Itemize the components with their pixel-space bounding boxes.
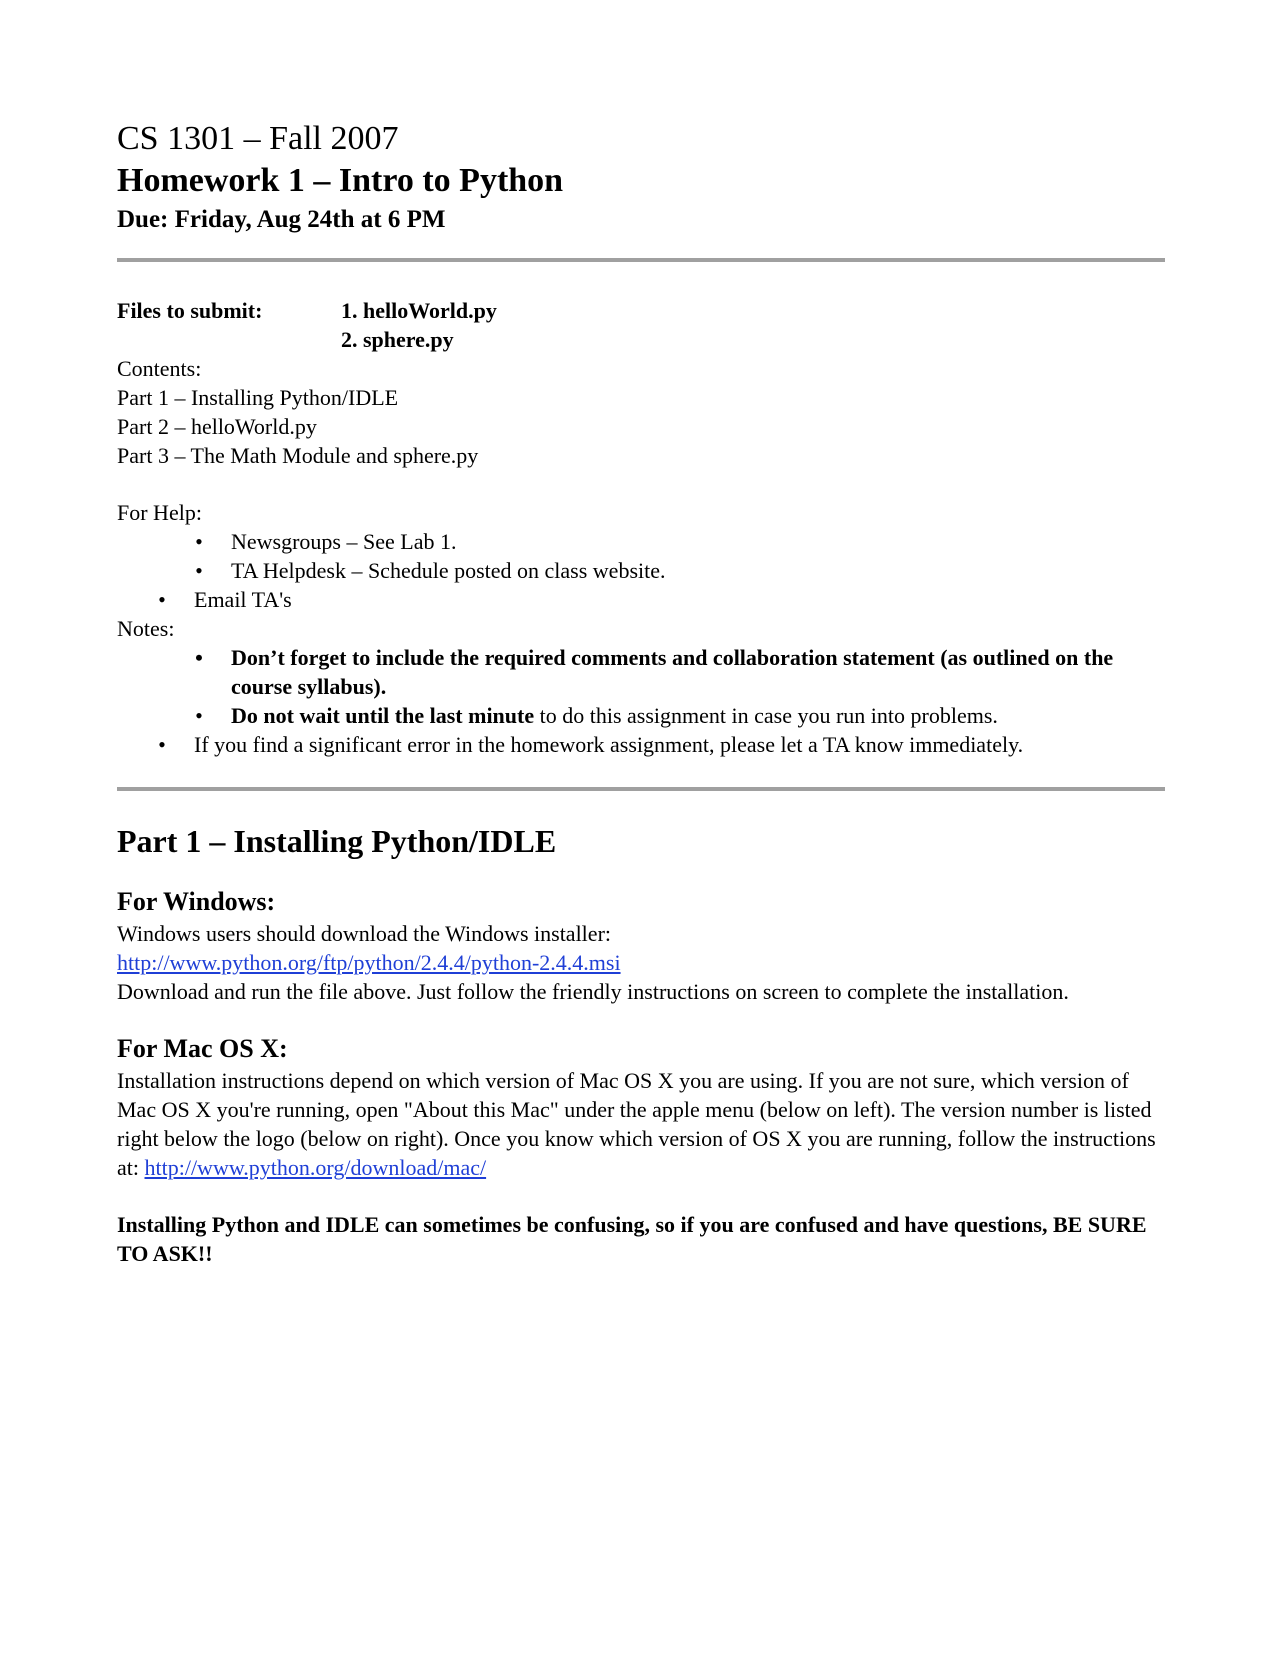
note-emphasis: Do not wait until the last minute — [231, 703, 535, 728]
contents-section — [117, 354, 1165, 470]
mac-heading: For Mac OS X: — [117, 1034, 288, 1063]
windows-instructions: Download and run the file above. Just follow the friendly instructions on screen to complete the installation. — [117, 979, 1069, 1004]
list-item — [117, 527, 1165, 556]
contents-item: Part 3 – The Math Module and sphere.py — [117, 443, 479, 468]
help-section — [117, 498, 1165, 614]
part1-heading: Part 1 – Installing Python/IDLE — [117, 823, 557, 859]
mac-download-link[interactable]: http://www.python.org/download/mac/ — [144, 1155, 487, 1180]
windows-intro: Windows users should download the Windows installer: — [117, 921, 612, 946]
list-item — [117, 643, 1165, 701]
files-list — [341, 296, 497, 354]
bullet-icon: • — [158, 732, 166, 757]
install-warning: Installing Python and IDLE can sometimes be confusing, so if you are confused and have questions, BE SURE TO ASK!! — [117, 1212, 1147, 1266]
document-page — [117, 118, 1165, 1268]
bullet-icon: • — [158, 587, 166, 612]
file-item: 2. sphere.py — [341, 327, 454, 352]
contents-item: Part 1 – Installing Python/IDLE — [117, 385, 399, 410]
help-label: For Help: — [117, 500, 202, 525]
note-item-text: to do this assignment in case you run into problems. — [534, 703, 998, 728]
notes-label: Notes: — [117, 616, 175, 641]
windows-heading: For Windows: — [117, 887, 276, 916]
help-item-text: Email TA's — [194, 587, 292, 612]
file-item: 1. helloWorld.py — [341, 298, 497, 323]
note-item-text: Don’t forget to include the required comments and collaboration statement (as outlined on the course syllabus). — [231, 645, 1114, 699]
horizontal-rule — [117, 787, 1165, 791]
files-label: Files to submit: — [117, 298, 263, 323]
list-item — [117, 585, 1165, 614]
bullet-icon: • — [195, 558, 203, 583]
notes-section — [117, 614, 1165, 759]
note-item-text: If you find a significant error in the homework assignment, please let a TA know immediately. — [194, 732, 1024, 757]
contents-label: Contents: — [117, 356, 202, 381]
list-item — [117, 556, 1165, 585]
bullet-icon: • — [195, 529, 203, 554]
help-item-text: TA Helpdesk – Schedule posted on class website. — [231, 558, 666, 583]
list-item — [117, 701, 1165, 730]
bullet-icon: • — [195, 703, 203, 728]
due-date: Due: Friday, Aug 24th at 6 PM — [117, 206, 446, 233]
windows-section — [117, 919, 1165, 1006]
mac-instructions: Installation instructions depend on which version of Mac OS X you are using. If you are not sure, which version of Mac OS X you're running, open "About this Mac" under the apple menu (below on left). The version number is listed right below the logo (below on right). Once you know which version of OS X you are running, follow the instructions at: — [117, 1068, 1156, 1180]
homework-title: Homework 1 – Intro to Python — [117, 162, 564, 199]
course-name: CS 1301 – Fall 2007 — [117, 120, 399, 157]
files-to-submit — [117, 296, 1165, 354]
windows-installer-link[interactable]: http://www.python.org/ftp/python/2.4.4/python-2.4.4.msi — [117, 950, 621, 975]
mac-section — [117, 1066, 1165, 1182]
bullet-icon: • — [195, 645, 203, 670]
list-item — [117, 730, 1165, 759]
contents-item: Part 2 – helloWorld.py — [117, 414, 317, 439]
horizontal-rule — [117, 258, 1165, 262]
help-item-text: Newsgroups – See Lab 1. — [231, 529, 457, 554]
